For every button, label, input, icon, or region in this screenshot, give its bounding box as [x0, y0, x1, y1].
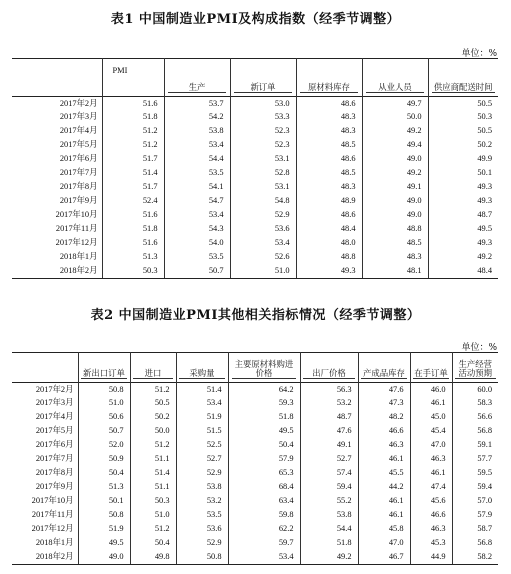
- row-month: 2017年9月: [59, 196, 98, 206]
- table-cell: 51.9: [176, 411, 228, 425]
- table-cell: 54.3: [164, 223, 230, 237]
- table-cell: 53.2: [176, 495, 228, 509]
- table-cell: 53.5: [164, 167, 230, 181]
- table-cell: 57.9: [228, 453, 300, 467]
- table-cell: 48.8: [296, 251, 362, 265]
- table-cell: 53.8: [176, 481, 228, 495]
- table-cell: 59.4: [452, 481, 498, 495]
- table-row: [12, 537, 498, 551]
- row-month: 2017年8月: [59, 182, 98, 192]
- row-month: 2017年9月: [35, 482, 74, 492]
- table-cell: 48.7: [300, 411, 358, 425]
- table-cell: 51.4: [130, 467, 176, 481]
- table-cell: 50.2: [130, 411, 176, 425]
- table-cell: 46.6: [358, 425, 410, 439]
- row-month: 2017年7月: [59, 168, 98, 178]
- table-cell: 53.0: [230, 97, 296, 111]
- table-row: [12, 223, 498, 237]
- table-cell: 51.8: [300, 537, 358, 551]
- table-cell: 45.0: [410, 411, 452, 425]
- table-row: [12, 167, 498, 181]
- table-cell: 64.2: [228, 383, 300, 397]
- table-cell: 56.3: [300, 383, 358, 397]
- table-cell: 55.2: [300, 495, 358, 509]
- table-cell: 51.8: [228, 411, 300, 425]
- table-cell: 52.8: [230, 167, 296, 181]
- table-cell: 58.2: [452, 551, 498, 565]
- row-month: 2017年7月: [35, 454, 74, 464]
- table-cell: 48.3: [296, 125, 362, 139]
- table-cell: 51.7: [102, 153, 164, 167]
- table-cell: 52.0: [78, 439, 130, 453]
- table-cell: 49.5: [228, 425, 300, 439]
- table-cell: 52.9: [176, 537, 228, 551]
- table-cell: 59.3: [228, 397, 300, 411]
- table-cell: 49.7: [362, 97, 428, 111]
- table-cell: 51.1: [130, 453, 176, 467]
- table-cell: 54.2: [164, 111, 230, 125]
- table-cell: 51.2: [102, 139, 164, 153]
- table-cell: 53.4: [164, 139, 230, 153]
- row-month: 2017年2月: [35, 384, 74, 394]
- table-cell: 48.6: [296, 97, 362, 111]
- table-cell: 46.1: [410, 467, 452, 481]
- table-cell: 46.3: [358, 439, 410, 453]
- table-cell: 53.8: [164, 125, 230, 139]
- table-row: [12, 467, 498, 481]
- table-cell: 49.1: [300, 439, 358, 453]
- table-cell: 47.0: [410, 439, 452, 453]
- table-cell: 46.7: [358, 551, 410, 565]
- table-cell: 54.7: [164, 195, 230, 209]
- table-cell: 50.8: [78, 383, 130, 397]
- table-cell: 51.6: [102, 237, 164, 251]
- table-cell: 51.8: [102, 111, 164, 125]
- table-cell: 50.5: [130, 397, 176, 411]
- table-cell: 48.5: [296, 139, 362, 153]
- table-cell: 51.3: [78, 481, 130, 495]
- table-cell: 52.3: [230, 125, 296, 139]
- table-cell: 50.8: [176, 551, 228, 565]
- table-cell: 50.8: [78, 509, 130, 523]
- table1: [12, 58, 498, 279]
- table-cell: 52.7: [300, 453, 358, 467]
- table-cell: 68.4: [228, 481, 300, 495]
- table-cell: 50.0: [362, 111, 428, 125]
- table-cell: 48.2: [358, 411, 410, 425]
- table-row: [12, 265, 498, 279]
- table-cell: 47.4: [410, 481, 452, 495]
- table-cell: 57.9: [452, 509, 498, 523]
- table-cell: 50.9: [78, 453, 130, 467]
- table-cell: 51.2: [130, 383, 176, 397]
- table-cell: 50.1: [78, 495, 130, 509]
- table-cell: 54.8: [230, 195, 296, 209]
- table-row: [12, 481, 498, 495]
- table2-title: 表2 中国制造业PMI其他相关指标情况（经季节调整）: [90, 308, 421, 323]
- table-cell: 58.3: [452, 397, 498, 411]
- table-cell: 51.5: [176, 425, 228, 439]
- table-cell: 53.6: [230, 223, 296, 237]
- table-cell: 46.3: [410, 523, 452, 537]
- table-cell: 49.9: [428, 153, 498, 167]
- table-cell: 49.4: [362, 139, 428, 153]
- table-cell: 51.0: [78, 397, 130, 411]
- table-cell: 48.8: [362, 223, 428, 237]
- table2-header-output-prices: 出厂价格: [300, 353, 358, 383]
- row-month: 2018年2月: [12, 551, 78, 565]
- row-month: 2017年12月: [31, 524, 74, 534]
- table-cell: 52.5: [176, 439, 228, 453]
- table2-header-input-prices: 主要原材料购进价格: [228, 353, 300, 383]
- table-cell: 49.2: [428, 251, 498, 265]
- table1-header-employment: 从业人员: [362, 59, 428, 97]
- table-cell: 46.1: [358, 453, 410, 467]
- table-cell: 49.3: [428, 237, 498, 251]
- table-row: [12, 551, 498, 565]
- table-row: [12, 425, 498, 439]
- table-cell: 56.6: [452, 411, 498, 425]
- table-cell: 48.5: [362, 237, 428, 251]
- table-cell: 56.8: [452, 425, 498, 439]
- table-cell: 53.4: [176, 397, 228, 411]
- table-cell: 53.8: [300, 509, 358, 523]
- table1-unit: 单位：%: [461, 49, 497, 59]
- table-cell: 51.9: [78, 523, 130, 537]
- table-cell: 48.4: [428, 265, 498, 279]
- table-cell: 50.3: [428, 111, 498, 125]
- table2-header-month: [12, 353, 78, 383]
- table-cell: 50.0: [130, 425, 176, 439]
- table-row: [12, 523, 498, 537]
- table-cell: 53.3: [230, 111, 296, 125]
- table-cell: 51.6: [102, 209, 164, 223]
- table-cell: 45.5: [358, 467, 410, 481]
- table-cell: 48.6: [296, 153, 362, 167]
- table1-header-pmi: PMI: [102, 59, 164, 97]
- table-cell: 50.6: [78, 411, 130, 425]
- table-cell: 49.2: [362, 125, 428, 139]
- table-row: [12, 397, 498, 411]
- row-month: 2017年5月: [59, 140, 98, 150]
- table-cell: 46.0: [410, 383, 452, 397]
- table-cell: 47.0: [358, 537, 410, 551]
- table-row: [12, 383, 498, 397]
- table-cell: 51.6: [102, 97, 164, 111]
- table-cell: 51.0: [230, 265, 296, 279]
- table1-header-new-orders: 新订单: [230, 59, 296, 97]
- table-row: [12, 439, 498, 453]
- table-row: [12, 251, 498, 265]
- row-month: 2017年6月: [35, 440, 74, 450]
- table-cell: 49.0: [362, 209, 428, 223]
- table-cell: 53.4: [230, 237, 296, 251]
- table-cell: 48.3: [296, 111, 362, 125]
- table-cell: 47.6: [358, 383, 410, 397]
- table-cell: 50.7: [164, 265, 230, 279]
- table-cell: 49.0: [362, 153, 428, 167]
- table-cell: 52.7: [176, 453, 228, 467]
- table2-header-row: [12, 353, 498, 383]
- table-cell: 49.2: [362, 167, 428, 181]
- table-cell: 50.4: [228, 439, 300, 453]
- table2-header-new-export-orders: 新出口订单: [78, 353, 130, 383]
- table-cell: 53.1: [230, 181, 296, 195]
- row-month: 2017年5月: [35, 426, 74, 436]
- table-cell: 48.3: [296, 181, 362, 195]
- table-cell: 48.5: [296, 167, 362, 181]
- table-cell: 50.7: [78, 425, 130, 439]
- table-cell: 51.2: [130, 523, 176, 537]
- table-row: [12, 153, 498, 167]
- table-cell: 49.1: [362, 181, 428, 195]
- row-month: 2017年10月: [55, 210, 98, 220]
- table-cell: 50.1: [428, 167, 498, 181]
- row-month: 2018年1月: [35, 538, 74, 548]
- table-cell: 52.9: [230, 209, 296, 223]
- table2-header-finished-goods-inventory: 产成品库存: [358, 353, 410, 383]
- table-cell: 51.2: [102, 125, 164, 139]
- table-cell: 57.4: [300, 467, 358, 481]
- table-cell: 62.2: [228, 523, 300, 537]
- row-month: 2017年11月: [31, 510, 74, 520]
- table-cell: 44.2: [358, 481, 410, 495]
- table-cell: 52.3: [230, 139, 296, 153]
- table-cell: 48.7: [428, 209, 498, 223]
- table-cell: 65.3: [228, 467, 300, 481]
- table-cell: 53.4: [164, 209, 230, 223]
- table-cell: 57.7: [452, 453, 498, 467]
- table-cell: 50.5: [428, 97, 498, 111]
- table-cell: 51.4: [176, 383, 228, 397]
- table-cell: 52.4: [102, 195, 164, 209]
- table-cell: 46.6: [410, 509, 452, 523]
- table-cell: 49.0: [362, 195, 428, 209]
- table-cell: 45.3: [410, 537, 452, 551]
- table-cell: 59.4: [300, 481, 358, 495]
- table-cell: 50.5: [428, 125, 498, 139]
- table-cell: 44.9: [410, 551, 452, 565]
- table-cell: 51.3: [102, 251, 164, 265]
- table2-header-business-expectations: 生产经营活动预期: [452, 353, 498, 383]
- table-cell: 53.2: [300, 397, 358, 411]
- table-cell: 49.5: [78, 537, 130, 551]
- table-cell: 48.4: [296, 223, 362, 237]
- table2: [12, 352, 498, 565]
- table2-header-purchase-quantity: 采购量: [176, 353, 228, 383]
- table-cell: 59.1: [452, 439, 498, 453]
- table-cell: 53.7: [164, 97, 230, 111]
- table-cell: 54.0: [164, 237, 230, 251]
- table-cell: 53.5: [176, 509, 228, 523]
- table1-header-raw-material-inventory: 原材料库存: [296, 59, 362, 97]
- table-cell: 51.4: [102, 167, 164, 181]
- table1-header-month: [12, 59, 102, 97]
- table-cell: 52.9: [176, 467, 228, 481]
- table1-header-supplier-delivery: 供应商配送时间: [428, 59, 498, 97]
- table-cell: 49.0: [78, 551, 130, 565]
- table-cell: 46.1: [358, 509, 410, 523]
- table-cell: 47.6: [300, 425, 358, 439]
- table-cell: 63.4: [228, 495, 300, 509]
- table-cell: 54.1: [164, 181, 230, 195]
- table1-title: 表1 中国制造业PMI及构成指数（经季节调整）: [110, 12, 401, 27]
- table1-header-production: 生产: [164, 59, 230, 97]
- table-cell: 53.5: [164, 251, 230, 265]
- table-cell: 52.6: [230, 251, 296, 265]
- table-cell: 50.4: [130, 537, 176, 551]
- row-month: 2017年4月: [35, 412, 74, 422]
- table-cell: 53.4: [228, 551, 300, 565]
- table-row: [12, 209, 498, 223]
- table-cell: 51.8: [102, 223, 164, 237]
- table-row: [12, 111, 498, 125]
- table-row: [12, 237, 498, 251]
- table-cell: 48.6: [296, 209, 362, 223]
- table-cell: 48.3: [362, 251, 428, 265]
- table-cell: 50.3: [102, 265, 164, 279]
- table-cell: 49.5: [428, 223, 498, 237]
- table1-header-row: [12, 59, 498, 97]
- row-month: 2017年12月: [55, 238, 98, 248]
- table-row: [12, 181, 498, 195]
- row-month: 2017年3月: [59, 112, 98, 122]
- table-cell: 50.2: [428, 139, 498, 153]
- table-row: [12, 509, 498, 523]
- table-cell: 46.1: [358, 495, 410, 509]
- row-month: 2017年11月: [55, 224, 98, 234]
- table-cell: 48.1: [362, 265, 428, 279]
- table-cell: 53.1: [230, 153, 296, 167]
- table-cell: 45.6: [410, 495, 452, 509]
- table-row: [12, 97, 498, 111]
- table-cell: 48.9: [296, 195, 362, 209]
- row-month: 2017年4月: [59, 126, 98, 136]
- table-cell: 59.5: [452, 467, 498, 481]
- table-cell: 47.3: [358, 397, 410, 411]
- table-row: [12, 495, 498, 509]
- row-month: 2018年1月: [59, 252, 98, 262]
- table-cell: 46.1: [410, 397, 452, 411]
- table-cell: 59.8: [228, 509, 300, 523]
- row-month: 2017年2月: [59, 98, 98, 108]
- table-cell: 56.8: [452, 537, 498, 551]
- table-cell: 51.1: [130, 481, 176, 495]
- table-cell: 46.3: [410, 453, 452, 467]
- table-cell: 51.7: [102, 181, 164, 195]
- table-cell: 45.4: [410, 425, 452, 439]
- table-cell: 51.2: [130, 439, 176, 453]
- table-cell: 54.4: [300, 523, 358, 537]
- table-row: [12, 139, 498, 153]
- table-cell: 49.3: [428, 195, 498, 209]
- table-cell: 49.3: [428, 181, 498, 195]
- row-month: 2017年8月: [35, 468, 74, 478]
- table-cell: 49.8: [130, 551, 176, 565]
- table-cell: 59.7: [228, 537, 300, 551]
- table2-unit: 单位：%: [461, 343, 497, 353]
- row-month: 2018年2月: [12, 265, 102, 279]
- table-cell: 45.8: [358, 523, 410, 537]
- table-cell: 60.0: [452, 383, 498, 397]
- table-cell: 50.4: [78, 467, 130, 481]
- row-month: 2017年3月: [35, 398, 74, 408]
- table-cell: 58.7: [452, 523, 498, 537]
- table-cell: 50.3: [130, 495, 176, 509]
- table2-header-backlog-orders: 在手订单: [410, 353, 452, 383]
- table-cell: 57.0: [452, 495, 498, 509]
- table-cell: 49.2: [300, 551, 358, 565]
- row-month: 2017年6月: [59, 154, 98, 164]
- table-cell: 53.6: [176, 523, 228, 537]
- table-row: [12, 453, 498, 467]
- table2-header-imports: 进口: [130, 353, 176, 383]
- table-cell: 54.4: [164, 153, 230, 167]
- row-month: 2017年10月: [31, 496, 74, 506]
- table-cell: 51.0: [130, 509, 176, 523]
- table-row: [12, 195, 498, 209]
- table-row: [12, 125, 498, 139]
- table-row: [12, 411, 498, 425]
- table-cell: 49.3: [296, 265, 362, 279]
- table-cell: 48.0: [296, 237, 362, 251]
